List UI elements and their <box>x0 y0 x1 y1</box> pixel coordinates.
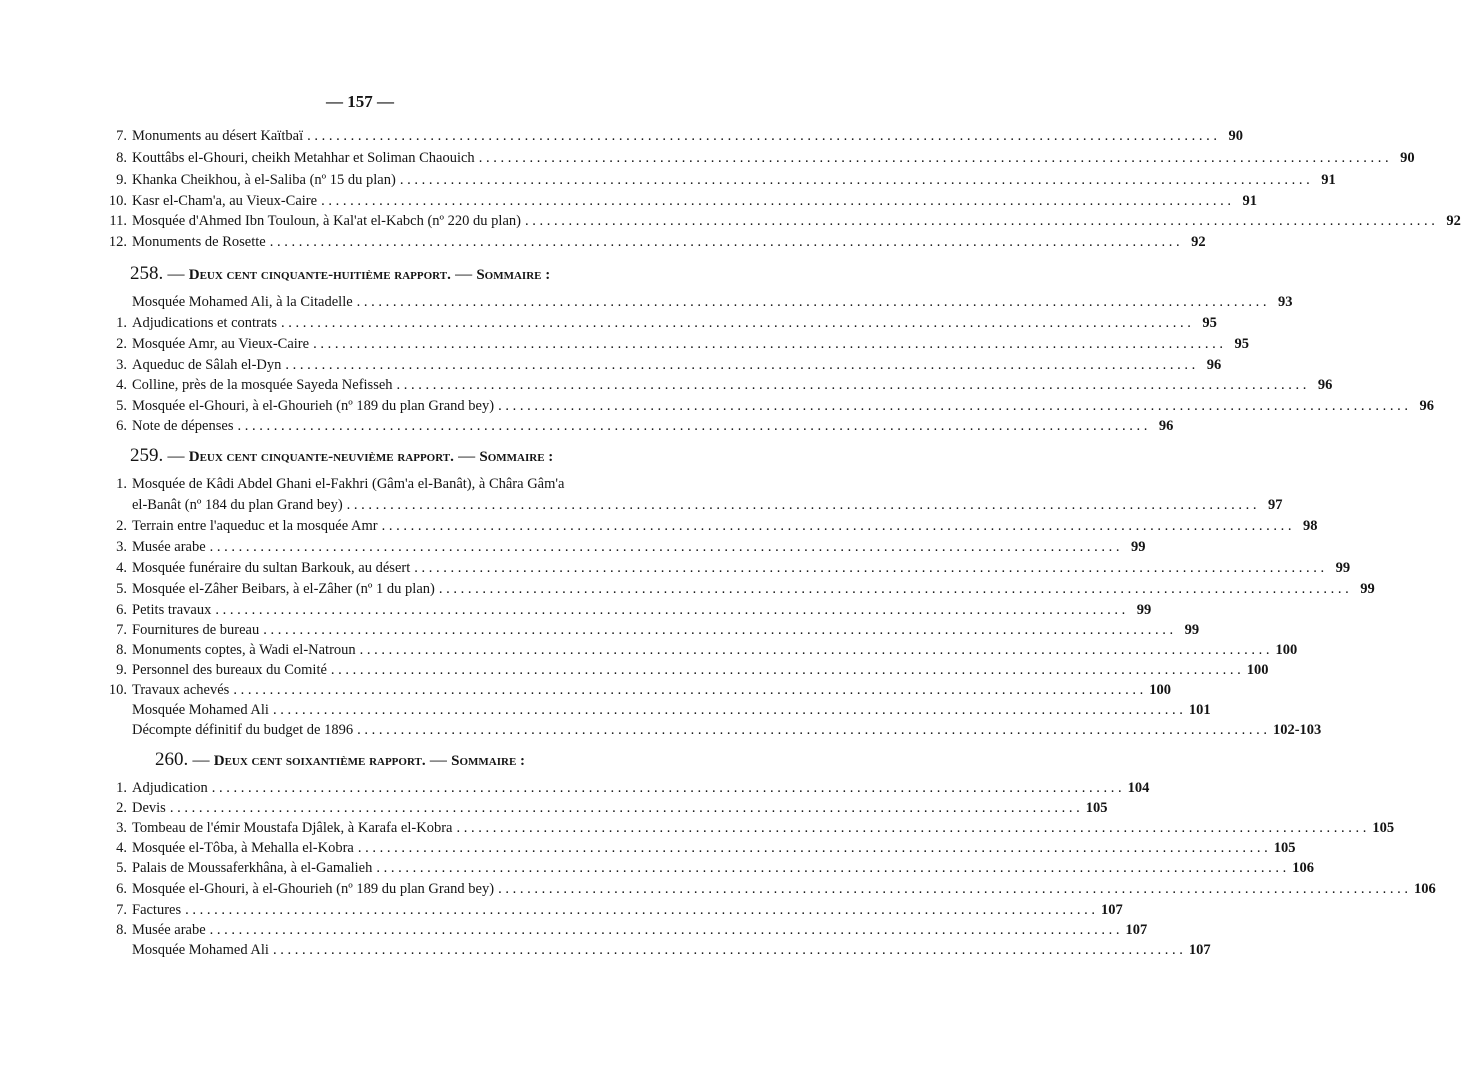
leader-dots <box>397 375 1307 395</box>
toc-entry <box>105 558 1351 578</box>
entry-title: el-Banât (nº 184 du plan Grand bey) <box>132 497 343 513</box>
entry-page: 91 <box>1242 193 1257 209</box>
entry-title: Monuments de Rosette <box>132 234 266 250</box>
entry-page: 95 <box>1202 315 1217 331</box>
entry-title: Monuments coptes, à Wadi el-Natroun <box>132 642 356 658</box>
entry-number: 1. <box>116 476 127 492</box>
entry-number: 3. <box>116 539 127 555</box>
toc-entry <box>105 660 1269 680</box>
entry-page: 96 <box>1158 418 1174 434</box>
leader-dots <box>358 838 1268 858</box>
leader-dots <box>273 940 1183 960</box>
entry-number: 4. <box>116 377 127 393</box>
entry-number: 4. <box>116 560 127 576</box>
entry-title: Musée arabe <box>132 539 206 555</box>
leader-dots <box>321 191 1231 211</box>
entry-title: Tombeau de l'émir Moustafa Djâlek, à Karafa el-Kobra <box>132 820 453 836</box>
entry-title: Palais de Moussaferkhâna, à el-Gamalieh <box>132 860 373 876</box>
entry-title: Terrain entre l'aqueduc et la mosquée Amr <box>132 518 378 534</box>
entry-number: 10. <box>108 193 127 209</box>
leader-dots <box>313 334 1223 354</box>
entry-page: 99 <box>1131 539 1146 555</box>
entry-number: 6. <box>116 602 127 618</box>
entry-title: Travaux achevés <box>132 682 230 698</box>
entry-page: 96 <box>1317 377 1333 393</box>
leader-dots <box>414 558 1324 578</box>
entry-title: Mosquée Amr, au Vieux-Caire <box>132 336 310 352</box>
entry-title: Musée arabe <box>132 922 206 938</box>
entry-title: Kouttâbs el-Ghouri, cheikh Metahhar et Soliman Chaouich <box>132 150 475 166</box>
entry-title: Mosquée el-Zâher Beibars, à el-Zâher (nº 1 du plan) <box>132 581 435 597</box>
toc-entry <box>105 211 1461 231</box>
section-heading-258: 258. — Deux cent cinquante-huitième rapport. — Sommaire : <box>130 263 551 284</box>
entry-page: 90 <box>1228 128 1244 144</box>
heading-title: Deux cent cinquante-huitième rapport. <box>188 267 451 283</box>
toc-entry <box>105 579 1375 599</box>
entry-page: 105 <box>1372 820 1395 836</box>
entry-number: 12. <box>108 234 127 250</box>
entry-title: Personnel des bureaux du Comité <box>132 662 327 678</box>
leader-dots <box>331 660 1241 680</box>
toc-entry <box>105 126 1244 146</box>
toc-entry <box>105 191 1257 211</box>
page-number: — 157 — <box>326 92 394 111</box>
toc-entry <box>105 355 1222 375</box>
leader-dots <box>347 495 1257 515</box>
entry-title: Mosquée el-Ghouri, à el-Ghourieh (nº 189 du plan Grand bey) <box>132 398 495 414</box>
toc-entry <box>105 516 1318 536</box>
leader-dots <box>357 720 1267 740</box>
leader-dots <box>307 126 1217 146</box>
heading-number: 259. <box>130 445 164 466</box>
toc-entry <box>105 700 1211 720</box>
toc-entry <box>105 292 1293 312</box>
section-heading-260: 260. — Deux cent soixantième rapport. — Sommaire : <box>155 749 526 770</box>
leader-dots <box>525 211 1435 231</box>
entry-number: 5. <box>116 581 127 597</box>
entry-page: 100 <box>1149 682 1171 698</box>
leader-dots <box>285 355 1195 375</box>
toc-entry <box>105 416 1174 436</box>
entry-title: Monuments au désert Kaïtbaï <box>132 128 304 144</box>
toc-entry <box>105 900 1123 920</box>
leader-dots <box>237 416 1147 436</box>
entry-page: 99 <box>1335 560 1351 576</box>
entry-number: 3. <box>116 357 127 373</box>
entry-title: Kasr el-Cham'a, au Vieux-Caire <box>132 193 318 209</box>
toc-entry <box>105 838 1296 858</box>
toc-entry <box>105 334 1249 354</box>
toc-entry <box>105 720 1322 740</box>
leader-dots <box>212 778 1122 798</box>
toc-entry <box>105 313 1217 333</box>
entry-title: Adjudications et contrats <box>132 315 277 331</box>
toc-entry <box>105 495 1283 515</box>
entry-number: 7. <box>116 902 127 918</box>
entry-page: 95 <box>1234 336 1249 352</box>
entry-title: Note de dépenses <box>132 418 234 434</box>
entry-number: 4. <box>116 840 127 856</box>
heading-title: Deux cent cinquante-neuvième rapport. <box>188 449 454 465</box>
leader-dots <box>233 680 1143 700</box>
entry-number: 7. <box>116 622 127 638</box>
entry-number: 9. <box>116 172 127 188</box>
toc-entry <box>105 620 1200 640</box>
toc-entry <box>105 148 1415 168</box>
entry-title: Mosquée Mohamed Ali <box>132 942 269 958</box>
toc-entry <box>105 640 1298 660</box>
entry-page: 100 <box>1246 662 1269 678</box>
leader-dots <box>170 798 1080 818</box>
entry-page: 105 <box>1085 800 1108 816</box>
entry-page: 107 <box>1125 922 1148 938</box>
toc-entry <box>105 600 1152 620</box>
section-heading-259: 259. — Deux cent cinquante-neuvième rapport. — Sommaire : <box>130 445 554 466</box>
entry-page: 99 <box>1360 581 1375 597</box>
leader-dots <box>215 600 1125 620</box>
leader-dots <box>270 232 1180 252</box>
entry-page: 99 <box>1184 622 1200 638</box>
entry-title: Mosquée d'Ahmed Ibn Touloun, à Kal'at el-Kabch (nº 220 du plan) <box>132 213 521 229</box>
heading-summary: Sommaire : <box>451 753 526 769</box>
entry-page: 92 <box>1446 213 1461 229</box>
entry-number: 9. <box>116 662 127 678</box>
toc-entry <box>105 798 1108 818</box>
entry-number: 5. <box>116 860 127 876</box>
heading-number: 258. <box>130 263 164 284</box>
leader-dots <box>273 700 1183 720</box>
entry-number: 8. <box>116 642 127 658</box>
leader-dots <box>281 313 1191 333</box>
entry-title: Mosquée Mohamed Ali <box>132 702 269 718</box>
leader-dots <box>498 396 1408 416</box>
entry-page: 98 <box>1302 518 1318 534</box>
toc-entry <box>105 170 1336 190</box>
toc-entry <box>105 396 1434 416</box>
entry-page: 96 <box>1206 357 1222 373</box>
leader-dots <box>263 620 1173 640</box>
heading-summary: Sommaire : <box>476 267 551 283</box>
entry-number: 8. <box>116 150 127 166</box>
entry-title: Devis <box>132 800 166 816</box>
toc-entry <box>105 474 627 494</box>
entry-title: Aqueduc de Sâlah el-Dyn <box>132 357 282 373</box>
leader-dots <box>185 900 1095 920</box>
entry-page: 99 <box>1136 602 1152 618</box>
entry-page: 105 <box>1273 840 1296 856</box>
entry-page: 97 <box>1268 497 1283 513</box>
toc-entry <box>105 858 1314 878</box>
entry-number: 1. <box>116 315 127 331</box>
heading-number: 260. <box>155 749 189 770</box>
leader-dots <box>382 516 1292 536</box>
leader-dots <box>357 292 1267 312</box>
entry-number: 2. <box>116 336 127 352</box>
entry-title: Mosquée el-Ghouri, à el-Ghourieh (nº 189 du plan Grand bey) <box>132 881 495 897</box>
entry-title: Mosquée funéraire du sultan Barkouk, au désert <box>132 560 411 576</box>
entry-title: Khanka Cheikhou, à el-Saliba (nº 15 du plan) <box>132 172 396 188</box>
toc-entry <box>105 375 1333 395</box>
heading-title: Deux cent soixantième rapport. <box>213 753 426 769</box>
entry-number: 2. <box>116 800 127 816</box>
entry-page: 101 <box>1188 702 1211 718</box>
entry-title: Décompte définitif du budget de 1896 <box>132 722 354 738</box>
leader-dots <box>479 148 1389 168</box>
entry-number: 6. <box>116 881 127 897</box>
entry-page: 107 <box>1101 902 1123 918</box>
entry-title: Factures <box>132 902 182 918</box>
toc-entry <box>105 879 1436 899</box>
leader-dots <box>456 818 1366 838</box>
toc-entry <box>105 920 1148 940</box>
entry-page: 102-103 <box>1272 722 1322 738</box>
entry-number: 3. <box>116 820 127 836</box>
entry-number: 7. <box>116 128 127 144</box>
entry-number: 1. <box>116 780 127 796</box>
entry-page: 100 <box>1275 642 1298 658</box>
entry-number: 8. <box>116 922 127 938</box>
entry-page: 107 <box>1188 942 1211 958</box>
entry-title: Mosquée Mohamed Ali, à la Citadelle <box>132 294 353 310</box>
leader-dots <box>376 858 1286 878</box>
entry-title: Mosquée de Kâdi Abdel Ghani el-Fakhri (Gâm'a el-Banât), à Châra Gâm'a <box>132 476 565 492</box>
toc-entry <box>105 232 1206 252</box>
entry-title: Mosquée el-Tôba, à Mehalla el-Kobra <box>132 840 354 856</box>
entry-page: 106 <box>1292 860 1314 876</box>
entry-title: Fournitures de bureau <box>132 622 260 638</box>
entry-page: 106 <box>1413 881 1436 897</box>
leader-dots <box>498 879 1408 899</box>
toc-entry <box>105 778 1150 798</box>
heading-summary: Sommaire : <box>479 449 554 465</box>
entry-page: 92 <box>1191 234 1206 250</box>
leader-dots <box>360 640 1270 660</box>
leader-dots <box>210 920 1120 940</box>
entry-title: Petits travaux <box>132 602 212 618</box>
entry-title: Colline, près de la mosquée Sayeda Nefisseh <box>132 377 393 393</box>
entry-page: 93 <box>1278 294 1293 310</box>
leader-dots <box>400 170 1310 190</box>
entry-page: 96 <box>1419 398 1434 414</box>
toc-entry <box>105 680 1171 700</box>
entry-page: 104 <box>1127 780 1150 796</box>
toc-entry <box>105 940 1211 960</box>
entry-number: 11. <box>109 213 127 229</box>
toc-entry <box>105 818 1395 838</box>
entry-number: 6. <box>116 418 127 434</box>
toc-entry <box>105 537 1146 557</box>
leader-dots <box>210 537 1120 557</box>
entry-number: 2. <box>116 518 127 534</box>
entry-number: 5. <box>116 398 127 414</box>
entry-number: 10. <box>108 682 127 698</box>
entry-page: 91 <box>1321 172 1336 188</box>
entry-title: Adjudication <box>132 780 208 796</box>
leader-dots <box>439 579 1349 599</box>
entry-page: 90 <box>1400 150 1415 166</box>
